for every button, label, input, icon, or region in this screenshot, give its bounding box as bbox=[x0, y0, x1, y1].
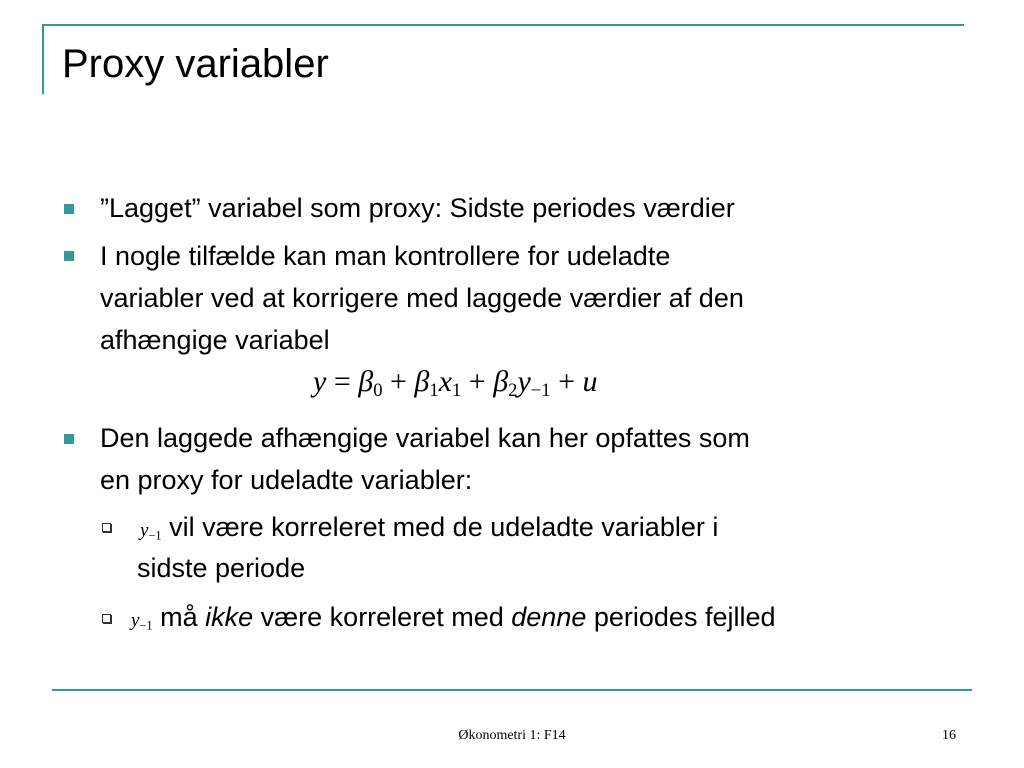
bullet-marker bbox=[64, 251, 74, 261]
eq-plus: + bbox=[390, 365, 407, 398]
eq-u: u bbox=[582, 365, 598, 398]
eq-beta1: β bbox=[414, 365, 430, 398]
bullet-marker bbox=[64, 204, 74, 214]
sub-bullet-marker bbox=[102, 614, 111, 623]
footer-course-label: Økonometri 1: F14 bbox=[458, 728, 566, 743]
sub-bullet-marker bbox=[102, 523, 111, 532]
eq-sub0: 0 bbox=[373, 380, 383, 402]
bullet-3-line-1: Den laggede afhængige variabel kan her opfattes som bbox=[100, 423, 750, 453]
eq-plus: + bbox=[558, 365, 576, 398]
bullet-3-line-2: en proxy for udeladte variabler: bbox=[100, 465, 473, 495]
sub-bullet-1-line-1 bbox=[140, 507, 718, 551]
sub-bullet-1-line-2: sidste periode bbox=[137, 553, 306, 583]
emphasis-denne: denne bbox=[511, 602, 587, 632]
y-lag-symbol: $y_{-1}$ bbox=[131, 610, 153, 633]
bullet-1-line-1: ”Lagget” variabel som proxy: Sidste periodes værdier bbox=[100, 193, 735, 223]
eq-y: y bbox=[313, 365, 327, 398]
emphasis-ikke: ikke bbox=[205, 602, 254, 632]
bullet-marker bbox=[64, 434, 74, 444]
bullet-2-line-2: variabler ved at korrigere med laggede værdier af den bbox=[100, 283, 744, 313]
eq-equals: = bbox=[333, 365, 351, 398]
bullet-2-line-1: I nogle tilfælde kan man kontrollere for udeladte bbox=[100, 241, 671, 271]
eq-x-sub1: 1 bbox=[452, 380, 462, 402]
eq-y-lag: y bbox=[517, 365, 531, 398]
title-frame-vertical-line bbox=[42, 24, 44, 94]
sub-bullet-2-line-1: $y_{-1}$ må ikke være korreleret med denne periodes fejlled bbox=[131, 602, 776, 633]
eq-sub1: 1 bbox=[429, 380, 439, 402]
page-number: 16 bbox=[942, 728, 956, 743]
eq-sub-lag: −1 bbox=[530, 380, 551, 402]
title-frame-horizontal-line bbox=[42, 24, 964, 26]
y-lag-symbol: $y_{-1}$ bbox=[140, 520, 162, 543]
bullet-2-line-3: afhængige variabel bbox=[100, 325, 330, 355]
slide-title: Proxy variabler bbox=[62, 42, 329, 86]
eq-sub2: 2 bbox=[508, 380, 518, 402]
sub-bullet-1-text: vil være korreleret med de udeladte variabler i bbox=[169, 512, 719, 542]
eq-beta2: β bbox=[493, 365, 509, 398]
footer-divider bbox=[52, 689, 972, 691]
eq-plus: + bbox=[468, 365, 486, 398]
eq-beta0: β bbox=[358, 365, 374, 398]
regression-equation bbox=[313, 362, 598, 402]
eq-x: x bbox=[438, 365, 452, 398]
